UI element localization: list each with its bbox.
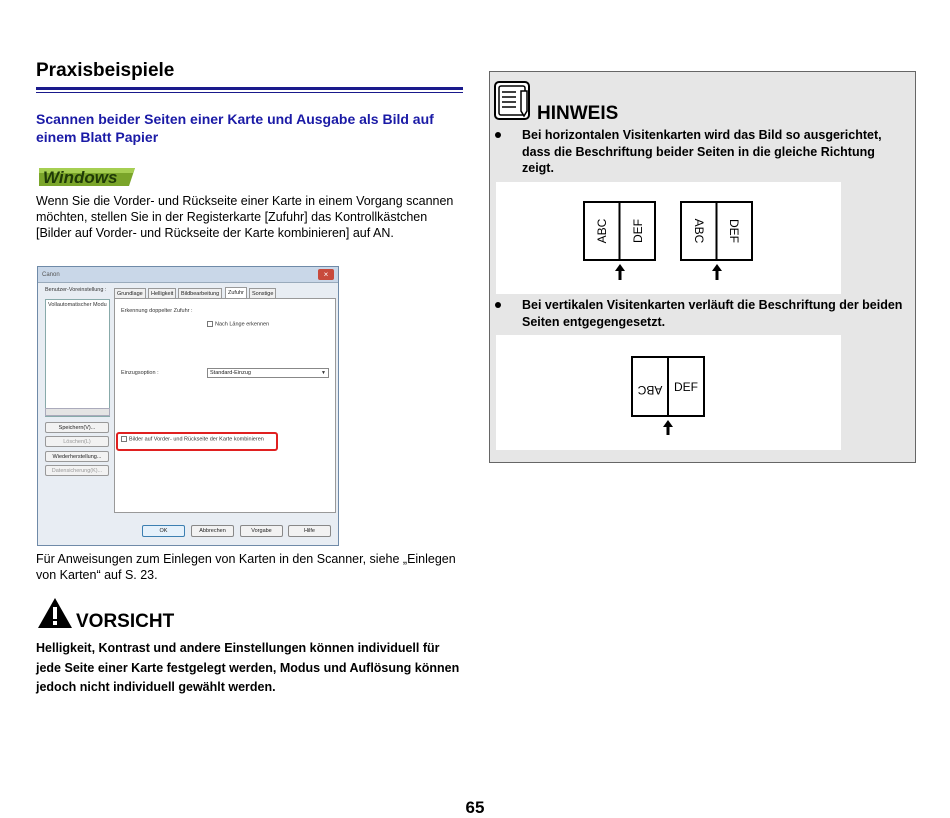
close-icon[interactable]: ×: [318, 269, 334, 280]
title-rule-thin: [36, 92, 463, 93]
backup-button[interactable]: Datensicherung(K)...: [45, 465, 109, 476]
settings-dialog-screenshot: [37, 266, 339, 546]
windows-badge: [37, 166, 137, 188]
note-title: HINWEIS: [537, 103, 619, 124]
caution-title: VORSICHT: [76, 611, 175, 632]
tab-zufuhr[interactable]: Zufuhr: [225, 287, 247, 299]
preset-item[interactable]: Vollautomatischer Modu: [48, 302, 107, 308]
dialog-title-bar: [38, 267, 338, 283]
feed-option-select[interactable]: [207, 368, 329, 378]
feed-option-value: Standard-Einzug: [210, 370, 251, 376]
tab-bildbearbeitung[interactable]: Bildbearbeitung: [178, 288, 222, 299]
card-back-label: DEF: [727, 219, 741, 243]
tab-helligkeit[interactable]: Helligkeit: [148, 288, 176, 299]
combine-checkbox-label: Bilder auf Vorder- und Rückseite der Karte kombinieren: [129, 436, 264, 443]
save-preset-button[interactable]: Speichern(V)...: [45, 422, 109, 433]
warning-icon: [37, 597, 73, 629]
vertical-cards-illustration: [496, 335, 841, 450]
section-title: Scannen beider Seiten einer Karte und Ausgabe als Bild auf einem Blatt Papier: [36, 111, 434, 145]
tab-sonstige[interactable]: Sonstige: [249, 288, 276, 299]
bullet-icon: [495, 132, 501, 138]
caution-text: Helligkeit, Kontrast und andere Einstellungen können individuell für jede Seite einer Karte festgelegt werden, Modus und Auflösung können jedoch nicht individuell gewählt werden.: [36, 641, 460, 694]
length-checkbox-label: Nach Länge erkennen: [215, 321, 270, 328]
feed-option-label: Einzugsoption :: [121, 370, 159, 376]
card-front-label: ABC: [637, 383, 663, 397]
double-feed-label: Erkennung doppelter Zufuhr :: [121, 308, 193, 314]
horizontal-scrollbar[interactable]: [45, 408, 110, 416]
ok-button[interactable]: OK: [142, 525, 185, 537]
cancel-button[interactable]: Abbrechen: [191, 525, 234, 537]
horizontal-cards-diagram: [496, 182, 841, 294]
default-button[interactable]: Vorgabe: [240, 525, 283, 537]
horizontal-cards-illustration: [496, 182, 841, 294]
svg-text:Windows: Windows: [43, 168, 118, 187]
checkbox-icon[interactable]: [207, 321, 213, 327]
length-checkbox[interactable]: [207, 321, 269, 327]
page-number: 65: [465, 798, 485, 817]
dialog-title: Canon: [42, 272, 60, 278]
help-button[interactable]: Hilfe: [288, 525, 331, 537]
chevron-down-icon: ▼: [321, 370, 326, 376]
title-rule: [36, 87, 463, 90]
instruction-text: Wenn Sie die Vorder- und Rückseite einer Karte in einem Vorgang scannen möchten, stellen Sie in der Registerkarte [Zufuhr] das Kontrollkästchen [Bilder auf Vorder- und Rückseite der Karte kombinieren] auf AN.: [36, 194, 454, 241]
card-front-label: ABC: [595, 218, 609, 244]
page-title: Praxisbeispiele: [36, 60, 175, 81]
preset-label: Benutzer-Voreinstellung :: [45, 287, 107, 293]
restore-button[interactable]: Wiederherstellung...: [45, 451, 109, 462]
note-bullet-vertical: Bei vertikalen Visitenkarten verläuft die Beschriftung der beiden Seiten entgegengesetzt.: [522, 298, 903, 329]
note-icon: [494, 81, 536, 121]
note-bullet-horizontal: Bei horizontalen Visitenkarten wird das Bild so ausgerichtet, dass die Beschriftung beider Seiten in die gleiche Richtung zeigt.: [522, 128, 882, 175]
zufuhr-panel: [114, 298, 336, 513]
preset-list[interactable]: [45, 299, 110, 417]
card-back-label: DEF: [674, 380, 698, 394]
card-front-label: ABC: [692, 218, 706, 244]
tab-grundlage[interactable]: Grundlage: [114, 288, 146, 299]
card-back-label: DEF: [631, 219, 645, 243]
reference-text: Für Anweisungen zum Einlegen von Karten in den Scanner, siehe „Einlegen von Karten“ auf S. 23.: [36, 552, 456, 583]
delete-preset-button[interactable]: Löschen(L): [45, 436, 109, 447]
bullet-icon: [495, 302, 501, 308]
highlight-frame: [116, 432, 278, 451]
vertical-cards-diagram: [496, 335, 841, 450]
